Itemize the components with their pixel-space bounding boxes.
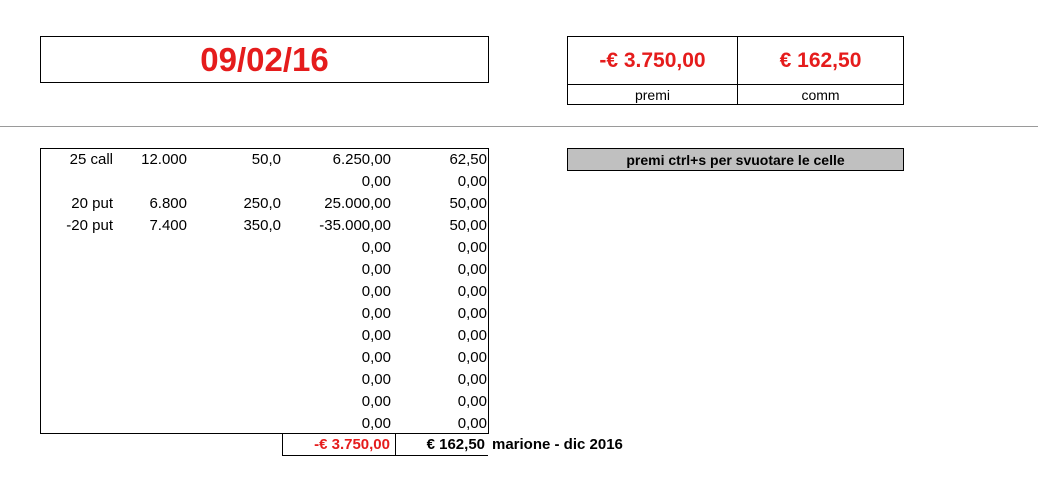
price-cell[interactable]: [191, 325, 281, 347]
value-cell[interactable]: 25.000,00: [324, 195, 391, 212]
strike-cell[interactable]: [115, 413, 187, 435]
summary-panel: [567, 36, 904, 105]
table-row: [41, 149, 488, 171]
value-cell[interactable]: 0,00: [361, 261, 391, 278]
totals-premi[interactable]: -€ 3.750,00: [282, 434, 396, 456]
price-cell[interactable]: 50,0: [251, 151, 281, 168]
comm-cell[interactable]: 0,00: [457, 261, 487, 278]
comm-cell[interactable]: 0,00: [457, 283, 487, 300]
value-cell[interactable]: 0,00: [361, 283, 391, 300]
comm-cell[interactable]: 0,00: [457, 327, 487, 344]
strike-cell[interactable]: [115, 303, 187, 325]
strike-cell[interactable]: [115, 259, 187, 281]
strike-cell[interactable]: [115, 347, 187, 369]
strike-cell[interactable]: 6.800: [149, 195, 187, 212]
qty-type-cell[interactable]: [41, 325, 113, 347]
value-cell[interactable]: 0,00: [361, 393, 391, 410]
value-cell[interactable]: -35.000,00: [319, 217, 391, 234]
table-row: [41, 347, 488, 369]
table-row: [41, 325, 488, 347]
value-cell[interactable]: 0,00: [361, 415, 391, 432]
table-row: [41, 369, 488, 391]
table-row: [41, 215, 488, 237]
value-cell[interactable]: 6.250,00: [332, 151, 391, 168]
qty-type-cell[interactable]: [41, 413, 113, 435]
qty-type-cell[interactable]: -20 put: [66, 217, 113, 234]
qty-type-cell[interactable]: 25 call: [69, 151, 113, 168]
qty-type-cell[interactable]: [41, 171, 113, 193]
comm-cell[interactable]: 62,50: [449, 151, 487, 168]
positions-grid: [40, 148, 489, 434]
signature: marione - dic 2016: [492, 436, 623, 453]
qty-type-cell[interactable]: [41, 391, 113, 413]
comm-cell[interactable]: 50,00: [449, 195, 487, 212]
value-cell[interactable]: 0,00: [361, 371, 391, 388]
strike-cell[interactable]: [115, 391, 187, 413]
date-box[interactable]: [40, 36, 489, 83]
comm-cell[interactable]: 0,00: [457, 173, 487, 190]
premi-label: premi: [568, 84, 738, 104]
price-cell[interactable]: [191, 303, 281, 325]
qty-type-cell[interactable]: [41, 259, 113, 281]
price-cell[interactable]: 350,0: [243, 217, 281, 234]
section-divider: [0, 126, 1038, 127]
strike-cell[interactable]: [115, 325, 187, 347]
price-cell[interactable]: 250,0: [243, 195, 281, 212]
comm-cell[interactable]: 50,00: [449, 217, 487, 234]
comm-label: comm: [738, 84, 903, 104]
table-row: [41, 413, 488, 435]
comm-cell[interactable]: 0,00: [457, 349, 487, 366]
value-cell[interactable]: 0,00: [361, 349, 391, 366]
value-cell[interactable]: 0,00: [361, 327, 391, 344]
qty-type-cell[interactable]: [41, 303, 113, 325]
strike-cell[interactable]: 7.400: [149, 217, 187, 234]
qty-type-cell[interactable]: [41, 281, 113, 303]
table-row: [41, 281, 488, 303]
table-row: [41, 303, 488, 325]
value-cell[interactable]: 0,00: [361, 305, 391, 322]
comm-cell[interactable]: 0,00: [457, 393, 487, 410]
strike-cell[interactable]: [115, 237, 187, 259]
clear-cells-button[interactable]: premi ctrl+s per svuotare le celle: [567, 148, 904, 171]
price-cell[interactable]: [191, 391, 281, 413]
value-cell[interactable]: 0,00: [361, 173, 391, 190]
qty-type-cell[interactable]: [41, 347, 113, 369]
strike-cell[interactable]: [115, 369, 187, 391]
qty-type-cell[interactable]: 20 put: [71, 195, 113, 212]
qty-type-cell[interactable]: [41, 237, 113, 259]
strike-cell[interactable]: [115, 171, 187, 193]
price-cell[interactable]: [191, 281, 281, 303]
comm-cell[interactable]: 0,00: [457, 305, 487, 322]
strike-cell[interactable]: [115, 281, 187, 303]
premi-total-cell[interactable]: -€ 3.750,00: [568, 37, 738, 84]
price-cell[interactable]: [191, 347, 281, 369]
table-row: [41, 391, 488, 413]
table-row: [41, 259, 488, 281]
strike-cell[interactable]: 12.000: [141, 151, 187, 168]
price-cell[interactable]: [191, 237, 281, 259]
table-row: [41, 171, 488, 193]
price-cell[interactable]: [191, 369, 281, 391]
value-cell[interactable]: 0,00: [361, 239, 391, 256]
comm-cell[interactable]: 0,00: [457, 239, 487, 256]
totals-comm[interactable]: € 162,50: [396, 434, 488, 456]
qty-type-cell[interactable]: [41, 369, 113, 391]
price-cell[interactable]: [191, 171, 281, 193]
table-row: [41, 237, 488, 259]
comm-total-cell[interactable]: € 162,50: [779, 48, 862, 72]
comm-cell[interactable]: 0,00: [457, 415, 487, 432]
table-row: [41, 193, 488, 215]
price-cell[interactable]: [191, 259, 281, 281]
comm-cell[interactable]: 0,00: [457, 371, 487, 388]
date-value: 09/02/16: [200, 40, 329, 78]
price-cell[interactable]: [191, 413, 281, 435]
